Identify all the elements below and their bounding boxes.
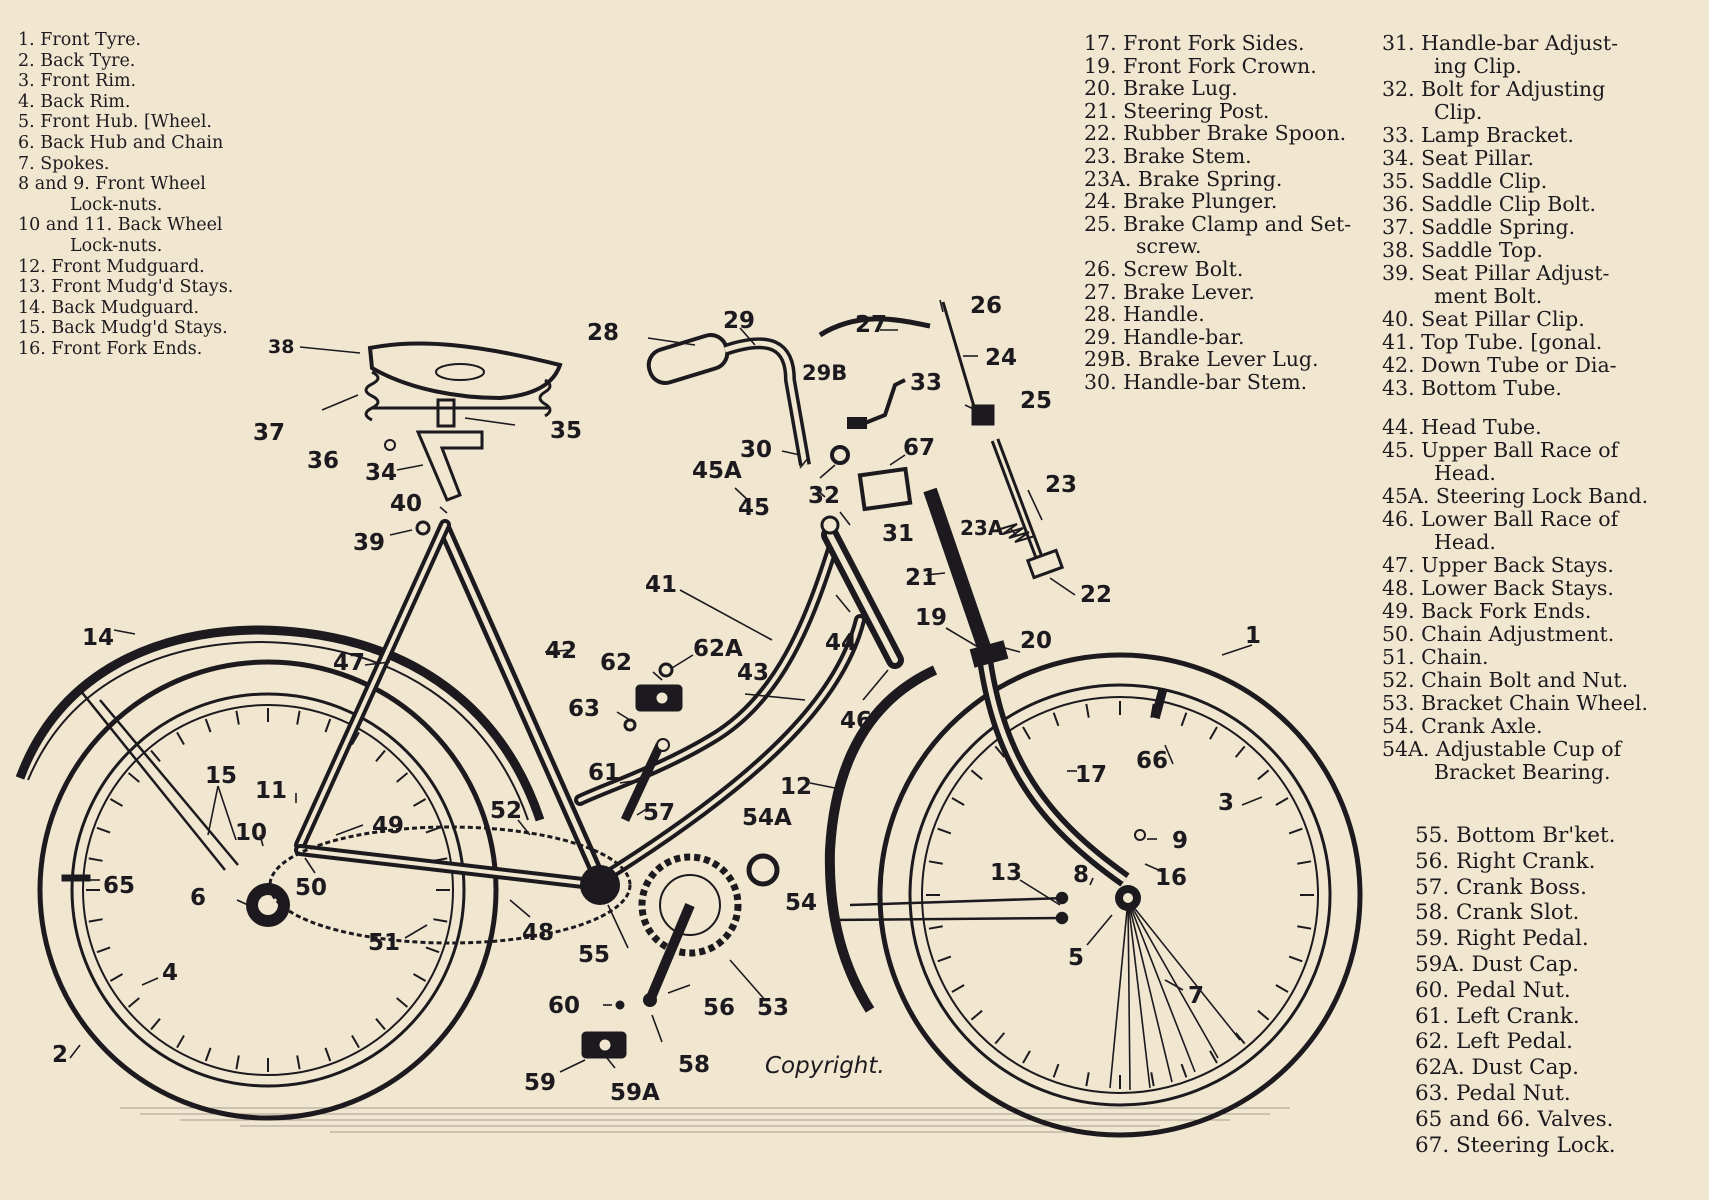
parts-legend-column-3 — [1382, 32, 1682, 784]
spoke-tick — [1023, 727, 1030, 739]
spoke-tick — [97, 828, 110, 833]
legend-item: 45. Upper Ball Race of — [1382, 438, 1619, 462]
spoke-tick — [352, 1035, 359, 1047]
legend-item: 62A. Dust Cap. — [1415, 1055, 1580, 1081]
spoke-tick — [1276, 798, 1288, 805]
adjustable-cup — [749, 856, 777, 884]
legend-item: 37. Saddle Spring. — [1382, 215, 1576, 239]
legend-item: Bracket Bearing. — [1434, 760, 1611, 784]
callout-49: 49 — [372, 813, 405, 839]
callout-30: 30 — [740, 437, 773, 463]
legend-item: 13. Front Mudg'd Stays. — [18, 277, 234, 298]
spoke-tick — [110, 799, 122, 806]
legend-item: ing Clip. — [1434, 54, 1522, 78]
legend-item: 39. Seat Pillar Adjust- — [1382, 261, 1610, 285]
callout-12: 12 — [780, 774, 813, 800]
callout-42: 42 — [545, 638, 578, 664]
spoke-tick — [1258, 1011, 1269, 1020]
callout-46: 46 — [840, 708, 873, 734]
legend-item: 6. Back Hub and Chain — [18, 132, 224, 153]
legend-item: 50. Chain Adjustment. — [1382, 622, 1615, 646]
brake-clamp — [972, 405, 994, 425]
spoke-tick — [1297, 861, 1311, 863]
legend-item: Clip. — [1434, 100, 1483, 124]
callout-41: 41 — [645, 572, 678, 598]
callout-57: 57 — [643, 800, 676, 826]
spoke-tick — [995, 1033, 1004, 1044]
brake-group — [62, 302, 1169, 881]
callout-27: 27 — [855, 312, 888, 338]
spoke-tick — [1258, 770, 1269, 779]
callout-62A: 62A — [693, 636, 743, 662]
spoke-tick — [325, 719, 330, 732]
callout-34: 34 — [365, 460, 398, 486]
callout-36: 36 — [307, 448, 340, 474]
callout-5: 5 — [1068, 945, 1085, 971]
spoke-tick — [1289, 829, 1302, 834]
spoke-tick — [151, 1019, 160, 1030]
callout-14: 14 — [82, 625, 115, 651]
spoke-tick — [206, 719, 211, 732]
callout-25: 25 — [1020, 388, 1053, 414]
legend-item: 55. Bottom Br'ket. — [1415, 823, 1616, 848]
callout-54: 54 — [785, 890, 818, 916]
legend-item: 62. Left Pedal. — [1415, 1029, 1573, 1055]
parts-legend-column-4 — [1415, 823, 1705, 1158]
legend-item: 56. Right Crank. — [1415, 848, 1596, 874]
spoke-tick — [971, 1011, 982, 1020]
legend-item: 2. Back Tyre. — [18, 50, 136, 71]
callout-62: 62 — [600, 650, 633, 676]
spoke-tick — [1151, 1072, 1153, 1086]
legend-item: 22. Rubber Brake Spoon. — [1084, 121, 1347, 146]
legend-item: 60. Pedal Nut. — [1415, 977, 1571, 1003]
callout-55: 55 — [578, 942, 611, 968]
legend-item: 1. Front Tyre. — [18, 30, 142, 50]
spoke-tick — [151, 751, 160, 762]
spoke-tick — [129, 773, 140, 782]
front-mudguard-stays — [830, 893, 1067, 923]
callout-29: 29 — [723, 308, 756, 334]
legend-item: 42. Down Tube or Dia- — [1382, 353, 1617, 377]
callout-31: 31 — [882, 521, 915, 547]
legend-item: 54A. Adjustable Cup of — [1382, 737, 1622, 761]
spoke-tick — [1236, 1033, 1245, 1044]
callout-1: 1 — [1245, 623, 1262, 649]
callout-15: 15 — [205, 763, 238, 789]
legend-item: 46. Lower Ball Race of — [1382, 507, 1619, 531]
spoke-tick — [236, 1055, 238, 1069]
saddle-top — [370, 343, 560, 398]
parts-legend-column-2 — [1084, 32, 1384, 394]
bottom-bracket — [580, 865, 620, 905]
spoke-tick — [426, 947, 439, 952]
legend-item: 44. Head Tube. — [1382, 415, 1542, 439]
spoke-tick — [1086, 704, 1088, 718]
legend-item: 34. Seat Pillar. — [1382, 146, 1535, 170]
front-spokes — [1110, 900, 1240, 1090]
spoke-tick — [89, 858, 103, 860]
callout-23: 23 — [1045, 472, 1078, 498]
spoke-tick — [297, 1055, 299, 1069]
legend-item: 25. Brake Clamp and Set- — [1084, 211, 1352, 236]
copyright: Copyright. — [765, 1053, 885, 1079]
spoke-tick — [1054, 1064, 1059, 1077]
callout-44: 44 — [825, 630, 858, 656]
spoke-tick — [1182, 713, 1187, 726]
callout-40: 40 — [390, 491, 423, 517]
callout-3: 3 — [1218, 790, 1235, 816]
spoke-tick — [177, 732, 184, 744]
callout-9: 9 — [1172, 828, 1189, 854]
legend-item: 47. Upper Back Stays. — [1382, 553, 1614, 577]
legend-item: 38. Saddle Top. — [1382, 238, 1543, 262]
spoke-tick — [929, 861, 943, 863]
callout-45: 45 — [738, 495, 771, 521]
spoke-tick — [110, 974, 122, 981]
legend-item: 43. Bottom Tube. — [1382, 376, 1562, 400]
callout-65: 65 — [103, 873, 136, 899]
spoke-tick — [376, 1019, 385, 1030]
spoke-tick — [1054, 713, 1059, 726]
spoke-tick — [397, 773, 408, 782]
spoke-tick — [89, 919, 103, 921]
callout-11: 11 — [255, 778, 288, 804]
callout-17: 17 — [1075, 762, 1108, 788]
spoke-tick — [1086, 1072, 1088, 1086]
spoke-tick — [236, 711, 238, 725]
callout-20: 20 — [1020, 628, 1053, 654]
legend-item: 63. Pedal Nut. — [1415, 1080, 1571, 1106]
legend-item: 12. Front Mudguard. — [18, 256, 205, 277]
legend-item: 49. Back Fork Ends. — [1382, 599, 1592, 623]
callout-7: 7 — [1188, 983, 1205, 1009]
callout-47: 47 — [333, 650, 366, 676]
saddle-clip — [438, 400, 454, 426]
handlebar-group — [645, 319, 930, 533]
callout-29B: 29B — [802, 361, 848, 385]
legend-item: 14. Back Mudguard. — [18, 297, 200, 318]
spoke-tick — [938, 829, 951, 834]
legend-item: 41. Top Tube. [gonal. — [1382, 330, 1603, 354]
callout-19: 19 — [915, 605, 948, 631]
callout-38: 38 — [268, 336, 295, 358]
spoke-tick — [971, 770, 982, 779]
callout-59: 59 — [524, 1070, 557, 1096]
spoke-tick — [206, 1048, 211, 1061]
legend-item: 23. Brake Stem. — [1084, 143, 1252, 168]
spoke-tick — [1210, 1051, 1217, 1063]
front-wheel — [880, 655, 1360, 1135]
legend-item: 45A. Steering Lock Band. — [1382, 484, 1649, 508]
legend-item: 21. Steering Post. — [1084, 98, 1270, 123]
callout-8: 8 — [1073, 862, 1090, 888]
legend-item: Head. — [1434, 461, 1496, 485]
legend-item: 61. Left Crank. — [1415, 1003, 1580, 1029]
legend-item: 59A. Dust Cap. — [1415, 951, 1580, 977]
legend-item: 54. Crank Axle. — [1382, 714, 1543, 738]
legend-item: 52. Chain Bolt and Nut. — [1382, 668, 1629, 692]
valve-65 — [62, 875, 90, 881]
spoke-tick — [413, 799, 425, 806]
legend-item: 40. Seat Pillar Clip. — [1382, 307, 1585, 331]
callout-58: 58 — [678, 1052, 711, 1078]
spoke-tick — [1236, 746, 1245, 757]
spoke-tick — [1297, 926, 1311, 928]
callout-10: 10 — [235, 820, 268, 846]
callout-16: 16 — [1155, 865, 1188, 891]
spoke-tick — [929, 926, 943, 928]
spoke-tick — [433, 919, 447, 921]
callout-51: 51 — [368, 930, 401, 956]
legend-item: 29. Handle-bar. — [1084, 324, 1245, 349]
callout-59A: 59A — [610, 1080, 660, 1106]
spoke-tick — [1023, 1051, 1030, 1063]
front-hub — [1115, 885, 1141, 911]
spoke-tick — [1210, 727, 1217, 739]
upper-ball-race — [822, 517, 838, 533]
callout-61: 61 — [588, 760, 621, 786]
steering-lock — [860, 469, 910, 509]
ground-shadow — [120, 1108, 1290, 1132]
legend-item: 15. Back Mudg'd Stays. — [18, 318, 228, 339]
legend-item: 59. Right Pedal. — [1415, 926, 1589, 952]
legend-item: 5. Front Hub. [Wheel. — [18, 112, 212, 133]
callout-6: 6 — [190, 885, 207, 911]
legend-item: 26. Screw Bolt. — [1084, 256, 1244, 281]
callout-23A: 23A — [960, 516, 1004, 540]
callout-52: 52 — [490, 798, 523, 824]
callout-53: 53 — [757, 995, 790, 1021]
callout-13: 13 — [990, 860, 1023, 886]
legend-item: 67. Steering Lock. — [1415, 1132, 1616, 1158]
legend-item: 29B. Brake Lever Lug. — [1084, 347, 1319, 372]
legend-item: Lock-nuts. — [70, 194, 163, 215]
callout-43: 43 — [737, 660, 770, 686]
legend-item: 4. Back Rim. — [18, 91, 131, 112]
legend-item: 17. Front Fork Sides. — [1084, 31, 1305, 55]
brake-spoon — [1028, 550, 1062, 577]
legend-item: 28. Handle. — [1084, 302, 1205, 327]
callout-63: 63 — [568, 696, 601, 722]
callout-54A: 54A — [742, 805, 792, 831]
legend-item: 10 and 11. Back Wheel — [18, 215, 223, 236]
spoke-tick — [325, 1048, 330, 1061]
callout-45A: 45A — [692, 458, 742, 484]
legend-item: 27. Brake Lever. — [1084, 279, 1255, 304]
spoke-tick — [952, 798, 964, 805]
spoke-tick — [1276, 985, 1288, 992]
legend-item: 19. Front Fork Crown. — [1084, 53, 1317, 78]
legend-item: 24. Brake Plunger. — [1084, 189, 1278, 214]
spoke-tick — [1289, 957, 1302, 962]
legend-item: 58. Crank Slot. — [1415, 900, 1580, 926]
legend-item: 35. Saddle Clip. — [1382, 169, 1548, 193]
spoke-tick — [177, 1035, 184, 1047]
back-hub — [246, 883, 290, 927]
callout-33: 33 — [910, 370, 943, 396]
spoke-tick — [297, 711, 299, 725]
callout-48: 48 — [522, 920, 555, 946]
callout-32: 32 — [808, 483, 841, 509]
spoke-tick — [413, 974, 425, 981]
legend-item: 53. Bracket Chain Wheel. — [1382, 691, 1648, 715]
legend-item: 23A. Brake Spring. — [1084, 166, 1283, 191]
legend-item: 48. Lower Back Stays. — [1382, 576, 1614, 600]
spoke-tick — [938, 957, 951, 962]
seat-pillar — [418, 432, 482, 500]
callout-67: 67 — [903, 435, 936, 461]
callout-66: 66 — [1136, 748, 1169, 774]
spoke-tick — [1182, 1064, 1187, 1077]
callout-21: 21 — [905, 565, 938, 591]
callout-26: 26 — [970, 293, 1003, 319]
legend-item: screw. — [1136, 234, 1202, 259]
spoke-tick — [97, 947, 110, 952]
legend-item: Head. — [1434, 530, 1496, 554]
legend-item: 8 and 9. Front Wheel — [18, 174, 206, 195]
callout-22: 22 — [1080, 582, 1113, 608]
legend-item: 57. Crank Boss. — [1415, 874, 1587, 900]
legend-item: 7. Spokes. — [18, 153, 110, 174]
legend-item: 31. Handle-bar Adjust- — [1382, 31, 1618, 55]
parts-legend-column-1 — [18, 30, 278, 360]
callout-60: 60 — [548, 993, 581, 1019]
callout-24: 24 — [985, 345, 1018, 371]
legend-item: ment Bolt. — [1434, 284, 1543, 308]
legend-item: 20. Brake Lug. — [1084, 76, 1238, 101]
legend-item: 32. Bolt for Adjusting — [1382, 77, 1606, 101]
legend-item: Lock-nuts. — [70, 235, 163, 256]
legend-item: 16. Front Fork Ends. — [18, 338, 203, 359]
spoke-tick — [376, 751, 385, 762]
legend-item: 51. Chain. — [1382, 645, 1489, 669]
callout-39: 39 — [353, 530, 386, 556]
legend-item: 36. Saddle Clip Bolt. — [1382, 192, 1596, 216]
callout-35: 35 — [550, 418, 583, 444]
legend-item: 33. Lamp Bracket. — [1382, 123, 1574, 147]
spoke-tick — [397, 998, 408, 1007]
callout-37: 37 — [253, 420, 286, 446]
callout-28: 28 — [587, 320, 620, 346]
legend-item: 30. Handle-bar Stem. — [1084, 369, 1308, 394]
callout-4: 4 — [162, 960, 179, 986]
spoke-tick — [129, 998, 140, 1007]
legend-item: 65 and 66. Valves. — [1415, 1106, 1614, 1132]
legend-item: 3. Front Rim. — [18, 71, 137, 92]
callout-56: 56 — [703, 995, 736, 1021]
callout-50: 50 — [295, 875, 328, 901]
callout-2: 2 — [52, 1042, 69, 1068]
spoke-tick — [952, 985, 964, 992]
